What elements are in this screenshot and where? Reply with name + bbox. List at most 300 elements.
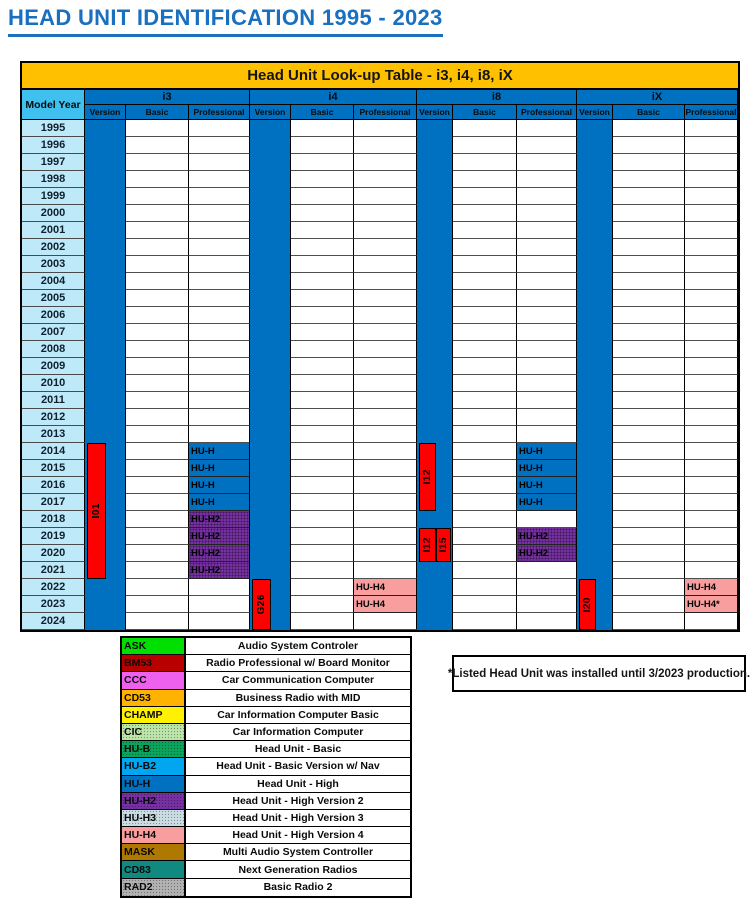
basic-cell-i4-2024 bbox=[291, 613, 354, 630]
model-year-header: Model Year bbox=[22, 90, 85, 120]
basic-cell-i3-2007 bbox=[126, 324, 189, 341]
version-bar-i3-i01 bbox=[87, 443, 106, 579]
basic-cell-i8-2006 bbox=[453, 307, 517, 324]
legend-description-bm53: Radio Professional w/ Board Monitor bbox=[186, 655, 410, 672]
professional-cell-i8-2003 bbox=[517, 256, 577, 273]
version-bar-label: I15 bbox=[438, 537, 449, 553]
professional-cell-ix-2019 bbox=[685, 528, 738, 545]
professional-cell-i8-1996 bbox=[517, 137, 577, 154]
year-cell-2020: 2020 bbox=[22, 545, 85, 562]
professional-cell-i3-2003 bbox=[189, 256, 250, 273]
year-cell-2013: 2013 bbox=[22, 426, 85, 443]
professional-cell-i3-2011 bbox=[189, 392, 250, 409]
basic-cell-i3-2008 bbox=[126, 341, 189, 358]
basic-cell-i3-2012 bbox=[126, 409, 189, 426]
professional-cell-i3-2007 bbox=[189, 324, 250, 341]
basic-cell-i8-2013 bbox=[453, 426, 517, 443]
legend-swatch-ccc: CCC bbox=[122, 672, 186, 689]
professional-cell-i4-1996 bbox=[354, 137, 417, 154]
basic-cell-i3-1995 bbox=[126, 120, 189, 137]
basic-cell-i4-2023 bbox=[291, 596, 354, 613]
column-header-i8-basic: Basic bbox=[453, 105, 517, 120]
professional-cell-ix-2024 bbox=[685, 613, 738, 630]
basic-cell-i8-2014 bbox=[453, 443, 517, 460]
year-cell-2008: 2008 bbox=[22, 341, 85, 358]
basic-cell-ix-1998 bbox=[613, 171, 685, 188]
basic-cell-i4-2020 bbox=[291, 545, 354, 562]
basic-cell-ix-2014 bbox=[613, 443, 685, 460]
basic-cell-i3-2010 bbox=[126, 375, 189, 392]
year-cell-2015: 2015 bbox=[22, 460, 85, 477]
professional-cell-ix-2015 bbox=[685, 460, 738, 477]
legend-swatch-hu-h3: HU-H3 bbox=[122, 810, 186, 827]
legend-description-hu-h3: Head Unit - High Version 3 bbox=[186, 810, 410, 827]
year-cell-2023: 2023 bbox=[22, 596, 85, 613]
basic-cell-i8-2009 bbox=[453, 358, 517, 375]
professional-cell-ix-2010 bbox=[685, 375, 738, 392]
professional-cell-i4-2005 bbox=[354, 290, 417, 307]
professional-cell-i3-2004 bbox=[189, 273, 250, 290]
basic-cell-i3-2018 bbox=[126, 511, 189, 528]
professional-cell-i8-2021 bbox=[517, 562, 577, 579]
legend-description-ccc: Car Communication Computer bbox=[186, 672, 410, 689]
head-unit-cell-i8-2020: HU-H2 bbox=[517, 545, 577, 562]
version-column-i8 bbox=[417, 120, 453, 630]
basic-cell-i3-2006 bbox=[126, 307, 189, 324]
basic-cell-ix-2011 bbox=[613, 392, 685, 409]
legend-description-hu-h4: Head Unit - High Version 4 bbox=[186, 827, 410, 844]
professional-cell-i3-2008 bbox=[189, 341, 250, 358]
professional-cell-i4-2008 bbox=[354, 341, 417, 358]
professional-cell-i3-2005 bbox=[189, 290, 250, 307]
basic-cell-ix-1995 bbox=[613, 120, 685, 137]
professional-cell-i8-2009 bbox=[517, 358, 577, 375]
basic-cell-i4-2022 bbox=[291, 579, 354, 596]
basic-cell-i8-1995 bbox=[453, 120, 517, 137]
basic-cell-i8-2004 bbox=[453, 273, 517, 290]
basic-cell-ix-2022 bbox=[613, 579, 685, 596]
professional-cell-i4-2019 bbox=[354, 528, 417, 545]
professional-cell-i4-2007 bbox=[354, 324, 417, 341]
year-cell-2001: 2001 bbox=[22, 222, 85, 239]
column-header-i4-basic: Basic bbox=[291, 105, 354, 120]
professional-cell-ix-2003 bbox=[685, 256, 738, 273]
basic-cell-i8-2022 bbox=[453, 579, 517, 596]
basic-cell-i4-1999 bbox=[291, 188, 354, 205]
basic-cell-i4-2008 bbox=[291, 341, 354, 358]
column-header-ix-version: Version bbox=[577, 105, 613, 120]
year-cell-2022: 2022 bbox=[22, 579, 85, 596]
professional-cell-i8-2008 bbox=[517, 341, 577, 358]
basic-cell-ix-2003 bbox=[613, 256, 685, 273]
professional-cell-ix-2011 bbox=[685, 392, 738, 409]
professional-cell-i4-2013 bbox=[354, 426, 417, 443]
head-unit-cell-i3-2015: HU-H bbox=[189, 460, 250, 477]
version-bar-label: I12 bbox=[422, 537, 433, 553]
basic-cell-i3-1997 bbox=[126, 154, 189, 171]
basic-cell-i3-2022 bbox=[126, 579, 189, 596]
basic-cell-ix-2013 bbox=[613, 426, 685, 443]
professional-cell-ix-2009 bbox=[685, 358, 738, 375]
basic-cell-ix-2008 bbox=[613, 341, 685, 358]
professional-cell-i3-1996 bbox=[189, 137, 250, 154]
head-unit-cell-i3-2016: HU-H bbox=[189, 477, 250, 494]
professional-cell-i8-2004 bbox=[517, 273, 577, 290]
basic-cell-i4-1995 bbox=[291, 120, 354, 137]
professional-cell-i8-2006 bbox=[517, 307, 577, 324]
legend-description-hu-h2: Head Unit - High Version 2 bbox=[186, 793, 410, 810]
legend-table bbox=[120, 636, 412, 898]
basic-cell-i4-2009 bbox=[291, 358, 354, 375]
basic-cell-i4-1996 bbox=[291, 137, 354, 154]
basic-cell-i8-2023 bbox=[453, 596, 517, 613]
year-cell-2017: 2017 bbox=[22, 494, 85, 511]
legend-swatch-ask: ASK bbox=[122, 638, 186, 655]
legend-grid bbox=[122, 638, 410, 896]
professional-cell-i3-2010 bbox=[189, 375, 250, 392]
basic-cell-i8-2002 bbox=[453, 239, 517, 256]
legend-description-hu-b: Head Unit - Basic bbox=[186, 741, 410, 758]
model-group-header-i3: i3 bbox=[85, 90, 250, 105]
basic-cell-ix-2024 bbox=[613, 613, 685, 630]
basic-cell-i4-2015 bbox=[291, 460, 354, 477]
basic-cell-i4-2006 bbox=[291, 307, 354, 324]
basic-cell-i4-2018 bbox=[291, 511, 354, 528]
professional-cell-i8-2018 bbox=[517, 511, 577, 528]
basic-cell-i4-2012 bbox=[291, 409, 354, 426]
column-header-ix-basic: Basic bbox=[613, 105, 685, 120]
year-cell-2004: 2004 bbox=[22, 273, 85, 290]
professional-cell-i3-1999 bbox=[189, 188, 250, 205]
legend-swatch-cd83: CD83 bbox=[122, 861, 186, 878]
year-cell-2024: 2024 bbox=[22, 613, 85, 630]
basic-cell-i3-2004 bbox=[126, 273, 189, 290]
basic-cell-ix-2004 bbox=[613, 273, 685, 290]
head-unit-cell-i8-2016: HU-H bbox=[517, 477, 577, 494]
professional-cell-i8-2023 bbox=[517, 596, 577, 613]
basic-cell-i4-2017 bbox=[291, 494, 354, 511]
basic-cell-i8-2000 bbox=[453, 205, 517, 222]
column-header-i4-professional: Professional bbox=[354, 105, 417, 120]
column-header-ix-professional: Professional bbox=[685, 105, 738, 120]
basic-cell-i4-2002 bbox=[291, 239, 354, 256]
basic-cell-i3-2005 bbox=[126, 290, 189, 307]
year-cell-2021: 2021 bbox=[22, 562, 85, 579]
basic-cell-i3-2001 bbox=[126, 222, 189, 239]
basic-cell-i3-1998 bbox=[126, 171, 189, 188]
professional-cell-i4-2000 bbox=[354, 205, 417, 222]
basic-cell-i8-1996 bbox=[453, 137, 517, 154]
basic-cell-ix-2006 bbox=[613, 307, 685, 324]
head-unit-cell-i3-2014: HU-H bbox=[189, 443, 250, 460]
basic-cell-ix-2020 bbox=[613, 545, 685, 562]
professional-cell-i3-2001 bbox=[189, 222, 250, 239]
footnote-text: *Listed Head Unit was installed until 3/2023 production. bbox=[447, 667, 751, 680]
basic-cell-i8-2007 bbox=[453, 324, 517, 341]
professional-cell-i4-2009 bbox=[354, 358, 417, 375]
basic-cell-i3-2023 bbox=[126, 596, 189, 613]
basic-cell-i3-2019 bbox=[126, 528, 189, 545]
basic-cell-i3-2009 bbox=[126, 358, 189, 375]
basic-cell-ix-2023 bbox=[613, 596, 685, 613]
head-unit-cell-ix-2022: HU-H4 bbox=[685, 579, 738, 596]
basic-cell-i3-2011 bbox=[126, 392, 189, 409]
professional-cell-ix-2007 bbox=[685, 324, 738, 341]
professional-cell-ix-2002 bbox=[685, 239, 738, 256]
professional-cell-ix-2014 bbox=[685, 443, 738, 460]
year-cell-2019: 2019 bbox=[22, 528, 85, 545]
head-unit-cell-i3-2021: HU-H2 bbox=[189, 562, 250, 579]
basic-cell-i8-2020 bbox=[453, 545, 517, 562]
professional-cell-ix-2006 bbox=[685, 307, 738, 324]
version-bar-ix-i20 bbox=[579, 579, 596, 630]
professional-cell-i4-2004 bbox=[354, 273, 417, 290]
professional-cell-ix-2001 bbox=[685, 222, 738, 239]
basic-cell-i3-2002 bbox=[126, 239, 189, 256]
professional-cell-ix-2021 bbox=[685, 562, 738, 579]
professional-cell-i4-2017 bbox=[354, 494, 417, 511]
head-unit-cell-ix-2023: HU-H4* bbox=[685, 596, 738, 613]
basic-cell-i3-1999 bbox=[126, 188, 189, 205]
basic-cell-i4-2013 bbox=[291, 426, 354, 443]
professional-cell-ix-1995 bbox=[685, 120, 738, 137]
legend-description-rad2: Basic Radio 2 bbox=[263, 881, 333, 894]
year-cell-2009: 2009 bbox=[22, 358, 85, 375]
professional-cell-ix-2020 bbox=[685, 545, 738, 562]
year-cell-2010: 2010 bbox=[22, 375, 85, 392]
basic-cell-i4-2014 bbox=[291, 443, 354, 460]
year-cell-2011: 2011 bbox=[22, 392, 85, 409]
basic-cell-i8-1998 bbox=[453, 171, 517, 188]
professional-cell-i8-1995 bbox=[517, 120, 577, 137]
version-bar-i8-i15 bbox=[436, 528, 451, 562]
version-bar-label: G26 bbox=[256, 594, 267, 615]
basic-cell-i3-2013 bbox=[126, 426, 189, 443]
legend-swatch-hu-h4: HU-H4 bbox=[122, 827, 186, 844]
year-cell-1995: 1995 bbox=[22, 120, 85, 137]
year-cell-1999: 1999 bbox=[22, 188, 85, 205]
head-unit-cell-i4-2022: HU-H4 bbox=[354, 579, 417, 596]
basic-cell-i4-1998 bbox=[291, 171, 354, 188]
legend-swatch-hu-b: HU-B bbox=[122, 741, 186, 758]
basic-cell-i8-2017 bbox=[453, 494, 517, 511]
basic-cell-ix-2009 bbox=[613, 358, 685, 375]
basic-cell-i8-2003 bbox=[453, 256, 517, 273]
column-header-i3-version: Version bbox=[85, 105, 126, 120]
basic-cell-i8-2015 bbox=[453, 460, 517, 477]
legend-swatch-cd53: CD53 bbox=[122, 690, 186, 707]
basic-cell-ix-2002 bbox=[613, 239, 685, 256]
basic-cell-i8-2016 bbox=[453, 477, 517, 494]
basic-cell-i4-2003 bbox=[291, 256, 354, 273]
basic-cell-i3-2000 bbox=[126, 205, 189, 222]
basic-cell-i3-2003 bbox=[126, 256, 189, 273]
version-column-i4 bbox=[250, 120, 291, 630]
basic-cell-i8-1997 bbox=[453, 154, 517, 171]
version-bar-i8-i12 bbox=[419, 443, 436, 511]
professional-cell-ix-2013 bbox=[685, 426, 738, 443]
professional-cell-i8-2011 bbox=[517, 392, 577, 409]
year-cell-2018: 2018 bbox=[22, 511, 85, 528]
basic-cell-i3-2020 bbox=[126, 545, 189, 562]
legend-description-champ: Car Information Computer Basic bbox=[186, 707, 410, 724]
professional-cell-ix-2008 bbox=[685, 341, 738, 358]
professional-cell-i8-2001 bbox=[517, 222, 577, 239]
version-column-ix bbox=[577, 120, 613, 630]
professional-cell-ix-2000 bbox=[685, 205, 738, 222]
table-title: Head Unit Look-up Table - i3, i4, i8, iX bbox=[22, 63, 738, 90]
basic-cell-i4-2007 bbox=[291, 324, 354, 341]
head-unit-cell-i8-2015: HU-H bbox=[517, 460, 577, 477]
professional-cell-i4-2011 bbox=[354, 392, 417, 409]
model-group-header-i8: i8 bbox=[417, 90, 577, 105]
basic-cell-i8-2010 bbox=[453, 375, 517, 392]
basic-cell-ix-1997 bbox=[613, 154, 685, 171]
professional-cell-i4-2002 bbox=[354, 239, 417, 256]
professional-cell-i4-2014 bbox=[354, 443, 417, 460]
professional-cell-i3-2006 bbox=[189, 307, 250, 324]
professional-cell-i3-2002 bbox=[189, 239, 250, 256]
head-unit-cell-i8-2017: HU-H bbox=[517, 494, 577, 511]
basic-cell-ix-2015 bbox=[613, 460, 685, 477]
basic-cell-i4-2001 bbox=[291, 222, 354, 239]
professional-cell-i4-2003 bbox=[354, 256, 417, 273]
head-unit-cell-i3-2019: HU-H2 bbox=[189, 528, 250, 545]
basic-cell-ix-2000 bbox=[613, 205, 685, 222]
basic-cell-i4-2005 bbox=[291, 290, 354, 307]
model-group-header-i4: i4 bbox=[250, 90, 417, 105]
basic-cell-i4-2011 bbox=[291, 392, 354, 409]
basic-cell-i8-2019 bbox=[453, 528, 517, 545]
year-cell-2005: 2005 bbox=[22, 290, 85, 307]
professional-cell-i3-1995 bbox=[189, 120, 250, 137]
legend-swatch-hu-b2: HU-B2 bbox=[122, 758, 186, 775]
footnote-box bbox=[447, 655, 751, 692]
legend-description-hu-h: Head Unit - High bbox=[186, 776, 410, 793]
version-bar-label: I01 bbox=[91, 503, 102, 519]
column-header-i3-professional: Professional bbox=[189, 105, 250, 120]
professional-cell-i4-2024 bbox=[354, 613, 417, 630]
basic-cell-i8-2021 bbox=[453, 562, 517, 579]
legend-swatch-cic: CIC bbox=[122, 724, 186, 741]
basic-cell-i3-2024 bbox=[126, 613, 189, 630]
page-title: HEAD UNIT IDENTIFICATION 1995 - 2023 bbox=[8, 5, 443, 37]
professional-cell-i8-2002 bbox=[517, 239, 577, 256]
basic-cell-i4-2010 bbox=[291, 375, 354, 392]
basic-cell-i3-2017 bbox=[126, 494, 189, 511]
legend-swatch-champ: CHAMP bbox=[122, 707, 186, 724]
professional-cell-i4-1995 bbox=[354, 120, 417, 137]
column-header-i8-professional: Professional bbox=[517, 105, 577, 120]
basic-cell-i3-1996 bbox=[126, 137, 189, 154]
version-bar-i4-g26 bbox=[252, 579, 271, 630]
professional-cell-i4-2010 bbox=[354, 375, 417, 392]
model-group-header-ix: iX bbox=[577, 90, 738, 105]
year-cell-2000: 2000 bbox=[22, 205, 85, 222]
basic-cell-ix-2019 bbox=[613, 528, 685, 545]
basic-cell-ix-2001 bbox=[613, 222, 685, 239]
professional-cell-ix-2016 bbox=[685, 477, 738, 494]
head-unit-cell-i8-2014: HU-H bbox=[517, 443, 577, 460]
basic-cell-i8-2001 bbox=[453, 222, 517, 239]
head-unit-cell-i3-2017: HU-H bbox=[189, 494, 250, 511]
professional-cell-i3-2012 bbox=[189, 409, 250, 426]
professional-cell-i3-1998 bbox=[189, 171, 250, 188]
basic-cell-ix-2017 bbox=[613, 494, 685, 511]
year-cell-1998: 1998 bbox=[22, 171, 85, 188]
legend-swatch-bm53: BM53 bbox=[122, 655, 186, 672]
basic-cell-i4-2016 bbox=[291, 477, 354, 494]
legend-swatch-hu-h: HU-H bbox=[122, 776, 186, 793]
lookup-grid bbox=[22, 63, 738, 630]
year-cell-2012: 2012 bbox=[22, 409, 85, 426]
basic-cell-i4-2021 bbox=[291, 562, 354, 579]
professional-cell-i4-1999 bbox=[354, 188, 417, 205]
year-cell-1996: 1996 bbox=[22, 137, 85, 154]
column-header-i3-basic: Basic bbox=[126, 105, 189, 120]
professional-cell-i8-1997 bbox=[517, 154, 577, 171]
professional-cell-i3-2009 bbox=[189, 358, 250, 375]
version-bar-i8-i12 bbox=[419, 528, 436, 562]
basic-cell-i3-2021 bbox=[126, 562, 189, 579]
basic-cell-i8-2005 bbox=[453, 290, 517, 307]
professional-cell-i8-2022 bbox=[517, 579, 577, 596]
professional-cell-i4-2012 bbox=[354, 409, 417, 426]
legend-description-mask: Multi Audio System Controller bbox=[186, 844, 410, 861]
professional-cell-ix-2012 bbox=[685, 409, 738, 426]
professional-cell-i4-2015 bbox=[354, 460, 417, 477]
head-unit-cell-i3-2020: HU-H2 bbox=[189, 545, 250, 562]
professional-cell-i4-2016 bbox=[354, 477, 417, 494]
column-header-i8-version: Version bbox=[417, 105, 453, 120]
professional-cell-i3-2024 bbox=[189, 613, 250, 630]
basic-cell-i4-1997 bbox=[291, 154, 354, 171]
professional-cell-ix-2017 bbox=[685, 494, 738, 511]
professional-cell-ix-1996 bbox=[685, 137, 738, 154]
legend-swatch-rad2: RAD2 bbox=[122, 879, 186, 896]
professional-cell-ix-2005 bbox=[685, 290, 738, 307]
basic-cell-i4-2019 bbox=[291, 528, 354, 545]
basic-cell-i8-1999 bbox=[453, 188, 517, 205]
professional-cell-i4-2018 bbox=[354, 511, 417, 528]
professional-cell-ix-1998 bbox=[685, 171, 738, 188]
legend-description-cd83: Next Generation Radios bbox=[186, 861, 410, 878]
professional-cell-i8-2007 bbox=[517, 324, 577, 341]
professional-cell-i8-2010 bbox=[517, 375, 577, 392]
professional-cell-ix-1999 bbox=[685, 188, 738, 205]
basic-cell-i8-2012 bbox=[453, 409, 517, 426]
professional-cell-i4-2001 bbox=[354, 222, 417, 239]
version-column-i3 bbox=[85, 120, 126, 630]
basic-cell-i8-2018 bbox=[453, 511, 517, 528]
professional-cell-i4-2006 bbox=[354, 307, 417, 324]
legend-description-hu-b2: Head Unit - Basic Version w/ Nav bbox=[186, 758, 410, 775]
professional-cell-i8-2000 bbox=[517, 205, 577, 222]
professional-cell-ix-1997 bbox=[685, 154, 738, 171]
legend-description-cd53: Business Radio with MID bbox=[186, 690, 410, 707]
year-cell-2007: 2007 bbox=[22, 324, 85, 341]
professional-cell-i4-1998 bbox=[354, 171, 417, 188]
professional-cell-i8-2013 bbox=[517, 426, 577, 443]
year-cell-1997: 1997 bbox=[22, 154, 85, 171]
basic-cell-i8-2008 bbox=[453, 341, 517, 358]
professional-cell-i4-2021 bbox=[354, 562, 417, 579]
basic-cell-i8-2024 bbox=[453, 613, 517, 630]
basic-cell-ix-2010 bbox=[613, 375, 685, 392]
column-header-i4-version: Version bbox=[250, 105, 291, 120]
professional-cell-i8-1999 bbox=[517, 188, 577, 205]
version-bar-label: I12 bbox=[422, 469, 433, 485]
